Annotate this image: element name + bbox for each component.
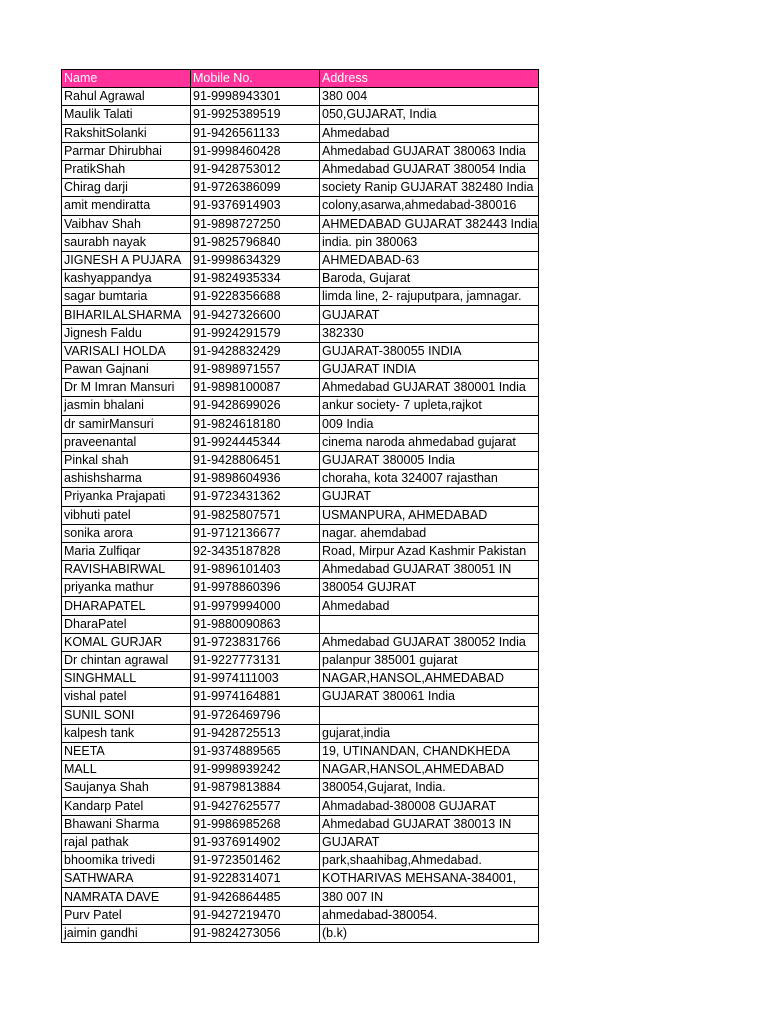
cell-name: MALL [62, 761, 191, 779]
cell-address: Baroda, Gujarat [320, 270, 539, 288]
cell-name: Bhawani Sharma [62, 815, 191, 833]
cell-mobile: 91-9998460428 [191, 142, 320, 160]
table-row [62, 524, 539, 542]
table-row [62, 306, 539, 324]
table-row [62, 706, 539, 724]
cell-address: colony,asarwa,ahmedabad-380016 [320, 197, 539, 215]
table-row [62, 652, 539, 670]
cell-name: priyanka mathur [62, 579, 191, 597]
table-row [62, 742, 539, 760]
table-row [62, 761, 539, 779]
cell-name: JIGNESH A PUJARA [62, 251, 191, 269]
cell-mobile: 91-9428753012 [191, 160, 320, 178]
cell-name: PratikShah [62, 160, 191, 178]
table-row [62, 415, 539, 433]
cell-mobile: 91-9428806451 [191, 451, 320, 469]
table-row [62, 251, 539, 269]
cell-mobile: 91-9974164881 [191, 688, 320, 706]
table-row [62, 488, 539, 506]
cell-name: jasmin bhalani [62, 397, 191, 415]
cell-name: DHARAPATEL [62, 597, 191, 615]
cell-name: DharaPatel [62, 615, 191, 633]
table-row [62, 797, 539, 815]
cell-address: 380 007 IN [320, 888, 539, 906]
cell-address: KOTHARIVAS MEHSANA-384001, [320, 870, 539, 888]
cell-name: Maulik Talati [62, 106, 191, 124]
table-row [62, 688, 539, 706]
cell-mobile: 91-9998939242 [191, 761, 320, 779]
cell-address: GUJARAT-380055 INDIA [320, 342, 539, 360]
cell-name: SATHWARA [62, 870, 191, 888]
cell-mobile: 91-9978860396 [191, 579, 320, 597]
cell-mobile: 91-9427219470 [191, 906, 320, 924]
cell-address: AHMEDABAD-63 [320, 251, 539, 269]
cell-mobile: 91-9896101403 [191, 561, 320, 579]
header-mobile: Mobile No. [191, 70, 320, 88]
cell-address: Ahmedabad [320, 124, 539, 142]
cell-address: (b.k) [320, 924, 539, 942]
cell-name: Maria Zulfiqar [62, 542, 191, 560]
table-row [62, 179, 539, 197]
cell-name: Dr M Imran Mansuri [62, 379, 191, 397]
cell-name: praveenantal [62, 433, 191, 451]
table-row [62, 379, 539, 397]
cell-address: 380054 GUJRAT [320, 579, 539, 597]
cell-mobile: 91-9824273056 [191, 924, 320, 942]
cell-name: rajal pathak [62, 833, 191, 851]
cell-name: jaimin gandhi [62, 924, 191, 942]
cell-address: 382330 [320, 324, 539, 342]
cell-mobile: 91-9428699026 [191, 397, 320, 415]
cell-name: Jignesh Faldu [62, 324, 191, 342]
table-row [62, 579, 539, 597]
cell-name: kalpesh tank [62, 724, 191, 742]
cell-mobile: 92-3435187828 [191, 542, 320, 560]
cell-mobile: 91-9376914902 [191, 833, 320, 851]
table-row [62, 633, 539, 651]
cell-address: choraha, kota 324007 rajasthan [320, 470, 539, 488]
table-row [62, 451, 539, 469]
table-row [62, 106, 539, 124]
cell-mobile: 91-9428725513 [191, 724, 320, 742]
table-row [62, 779, 539, 797]
cell-address: Ahmedabad GUJARAT 380052 India [320, 633, 539, 651]
cell-address: nagar. ahemdabad [320, 524, 539, 542]
cell-name: dr samirMansuri [62, 415, 191, 433]
table-row [62, 924, 539, 942]
table-row [62, 324, 539, 342]
table-row [62, 233, 539, 251]
cell-address: Ahmedabad GUJARAT 380051 IN [320, 561, 539, 579]
cell-mobile: 91-9998634329 [191, 251, 320, 269]
cell-mobile: 91-9898604936 [191, 470, 320, 488]
cell-address: Ahmedabad GUJARAT 380001 India [320, 379, 539, 397]
cell-address: limda line, 2- rajuputpara, jamnagar. [320, 288, 539, 306]
cell-name: bhoomika trivedi [62, 852, 191, 870]
cell-mobile: 91-9228356688 [191, 288, 320, 306]
cell-mobile: 91-9986985268 [191, 815, 320, 833]
cell-mobile: 91-9723501462 [191, 852, 320, 870]
cell-address: GUJARAT [320, 306, 539, 324]
cell-mobile: 91-9228314071 [191, 870, 320, 888]
table-row [62, 724, 539, 742]
cell-name: sonika arora [62, 524, 191, 542]
table-row [62, 597, 539, 615]
header-name: Name [62, 70, 191, 88]
table-row [62, 160, 539, 178]
table-row [62, 88, 539, 106]
cell-name: BIHARILALSHARMA [62, 306, 191, 324]
table-row [62, 433, 539, 451]
table-row [62, 670, 539, 688]
cell-name: Kandarp Patel [62, 797, 191, 815]
header-address: Address [320, 70, 539, 88]
table-row [62, 124, 539, 142]
cell-address: 380054,Gujarat, India. [320, 779, 539, 797]
cell-mobile: 91-9898727250 [191, 215, 320, 233]
cell-address: park,shaahibag,Ahmedabad. [320, 852, 539, 870]
cell-address: society Ranip GUJARAT 382480 India [320, 179, 539, 197]
cell-address: 380 004 [320, 88, 539, 106]
cell-address: Road, Mirpur Azad Kashmir Pakistan [320, 542, 539, 560]
cell-name: Pinkal shah [62, 451, 191, 469]
cell-mobile: 91-9427326600 [191, 306, 320, 324]
table-row [62, 542, 539, 560]
cell-mobile: 91-9426864485 [191, 888, 320, 906]
cell-mobile: 91-9227773131 [191, 652, 320, 670]
cell-mobile: 91-9825807571 [191, 506, 320, 524]
cell-name: RakshitSolanki [62, 124, 191, 142]
cell-name: ashishsharma [62, 470, 191, 488]
cell-address: NAGAR,HANSOL,AHMEDABAD [320, 670, 539, 688]
table-row [62, 833, 539, 851]
cell-mobile: 91-9824935334 [191, 270, 320, 288]
cell-address: india. pin 380063 [320, 233, 539, 251]
cell-address: 19, UTINANDAN, CHANDKHEDA [320, 742, 539, 760]
cell-name: RAVISHABIRWAL [62, 561, 191, 579]
table-row [62, 506, 539, 524]
cell-address: Ahmadabad-380008 GUJARAT [320, 797, 539, 815]
cell-address: palanpur 385001 gujarat [320, 652, 539, 670]
table-row [62, 342, 539, 360]
cell-mobile: 91-9898100087 [191, 379, 320, 397]
cell-name: kashyappandya [62, 270, 191, 288]
cell-mobile: 91-9825796840 [191, 233, 320, 251]
cell-mobile: 91-9376914903 [191, 197, 320, 215]
cell-address: GUJARAT 380005 India [320, 451, 539, 469]
table-row [62, 361, 539, 379]
cell-name: SINGHMALL [62, 670, 191, 688]
cell-mobile: 91-9426561133 [191, 124, 320, 142]
table-row [62, 852, 539, 870]
table-row [62, 470, 539, 488]
cell-address: GUJARAT INDIA [320, 361, 539, 379]
cell-name: KOMAL GURJAR [62, 633, 191, 651]
cell-mobile: 91-9427625577 [191, 797, 320, 815]
cell-mobile: 91-9723431362 [191, 488, 320, 506]
cell-mobile: 91-9824618180 [191, 415, 320, 433]
cell-mobile: 91-9898971557 [191, 361, 320, 379]
table-row [62, 615, 539, 633]
cell-name: amit mendiratta [62, 197, 191, 215]
cell-name: Saujanya Shah [62, 779, 191, 797]
table-row [62, 197, 539, 215]
table-row [62, 288, 539, 306]
table-body [62, 88, 539, 943]
table-row [62, 215, 539, 233]
cell-name: Priyanka Prajapati [62, 488, 191, 506]
cell-name: Parmar Dhirubhai [62, 142, 191, 160]
cell-name: Purv Patel [62, 906, 191, 924]
table-row [62, 870, 539, 888]
cell-address: ahmedabad-380054. [320, 906, 539, 924]
cell-name: saurabh nayak [62, 233, 191, 251]
cell-name: NEETA [62, 742, 191, 760]
cell-address: 050,GUJARAT, India [320, 106, 539, 124]
cell-mobile: 91-9880090863 [191, 615, 320, 633]
contacts-table [61, 69, 539, 943]
cell-address: NAGAR,HANSOL,AHMEDABAD [320, 761, 539, 779]
table-row [62, 888, 539, 906]
table-row [62, 270, 539, 288]
cell-mobile: 91-9428832429 [191, 342, 320, 360]
cell-name: SUNIL SONI [62, 706, 191, 724]
cell-address: Ahmedabad [320, 597, 539, 615]
cell-mobile: 91-9374889565 [191, 742, 320, 760]
cell-address: Ahmedabad GUJARAT 380054 India [320, 160, 539, 178]
cell-name: VARISALI HOLDA [62, 342, 191, 360]
cell-mobile: 91-9925389519 [191, 106, 320, 124]
cell-mobile: 91-9879813884 [191, 779, 320, 797]
cell-address: Ahmedabad GUJARAT 380063 India [320, 142, 539, 160]
cell-mobile: 91-9998943301 [191, 88, 320, 106]
cell-address: GUJRAT [320, 488, 539, 506]
cell-mobile: 91-9924291579 [191, 324, 320, 342]
cell-mobile: 91-9712136677 [191, 524, 320, 542]
table-row [62, 561, 539, 579]
cell-mobile: 91-9924445344 [191, 433, 320, 451]
cell-name: Dr chintan agrawal [62, 652, 191, 670]
table-row [62, 142, 539, 160]
cell-mobile: 91-9723831766 [191, 633, 320, 651]
cell-name: vibhuti patel [62, 506, 191, 524]
cell-name: NAMRATA DAVE [62, 888, 191, 906]
cell-name: Chirag darji [62, 179, 191, 197]
cell-name: Vaibhav Shah [62, 215, 191, 233]
cell-address: gujarat,india [320, 724, 539, 742]
cell-address: Ahmedabad GUJARAT 380013 IN [320, 815, 539, 833]
cell-name: Pawan Gajnani [62, 361, 191, 379]
cell-address: GUJARAT [320, 833, 539, 851]
table-row [62, 906, 539, 924]
table-row [62, 397, 539, 415]
cell-name: Rahul Agrawal [62, 88, 191, 106]
cell-address: ankur society- 7 upleta,rajkot [320, 397, 539, 415]
cell-name: vishal patel [62, 688, 191, 706]
cell-name: sagar bumtaria [62, 288, 191, 306]
cell-mobile: 91-9726386099 [191, 179, 320, 197]
cell-address [320, 615, 539, 633]
cell-address: GUJARAT 380061 India [320, 688, 539, 706]
cell-address: AHMEDABAD GUJARAT 382443 India [320, 215, 539, 233]
cell-mobile: 91-9974111003 [191, 670, 320, 688]
table-row [62, 815, 539, 833]
cell-address: cinema naroda ahmedabad gujarat [320, 433, 539, 451]
cell-address: 009 India [320, 415, 539, 433]
cell-address: USMANPURA, AHMEDABAD [320, 506, 539, 524]
cell-mobile: 91-9979994000 [191, 597, 320, 615]
header-row [62, 70, 539, 88]
cell-mobile: 91-9726469796 [191, 706, 320, 724]
cell-address [320, 706, 539, 724]
